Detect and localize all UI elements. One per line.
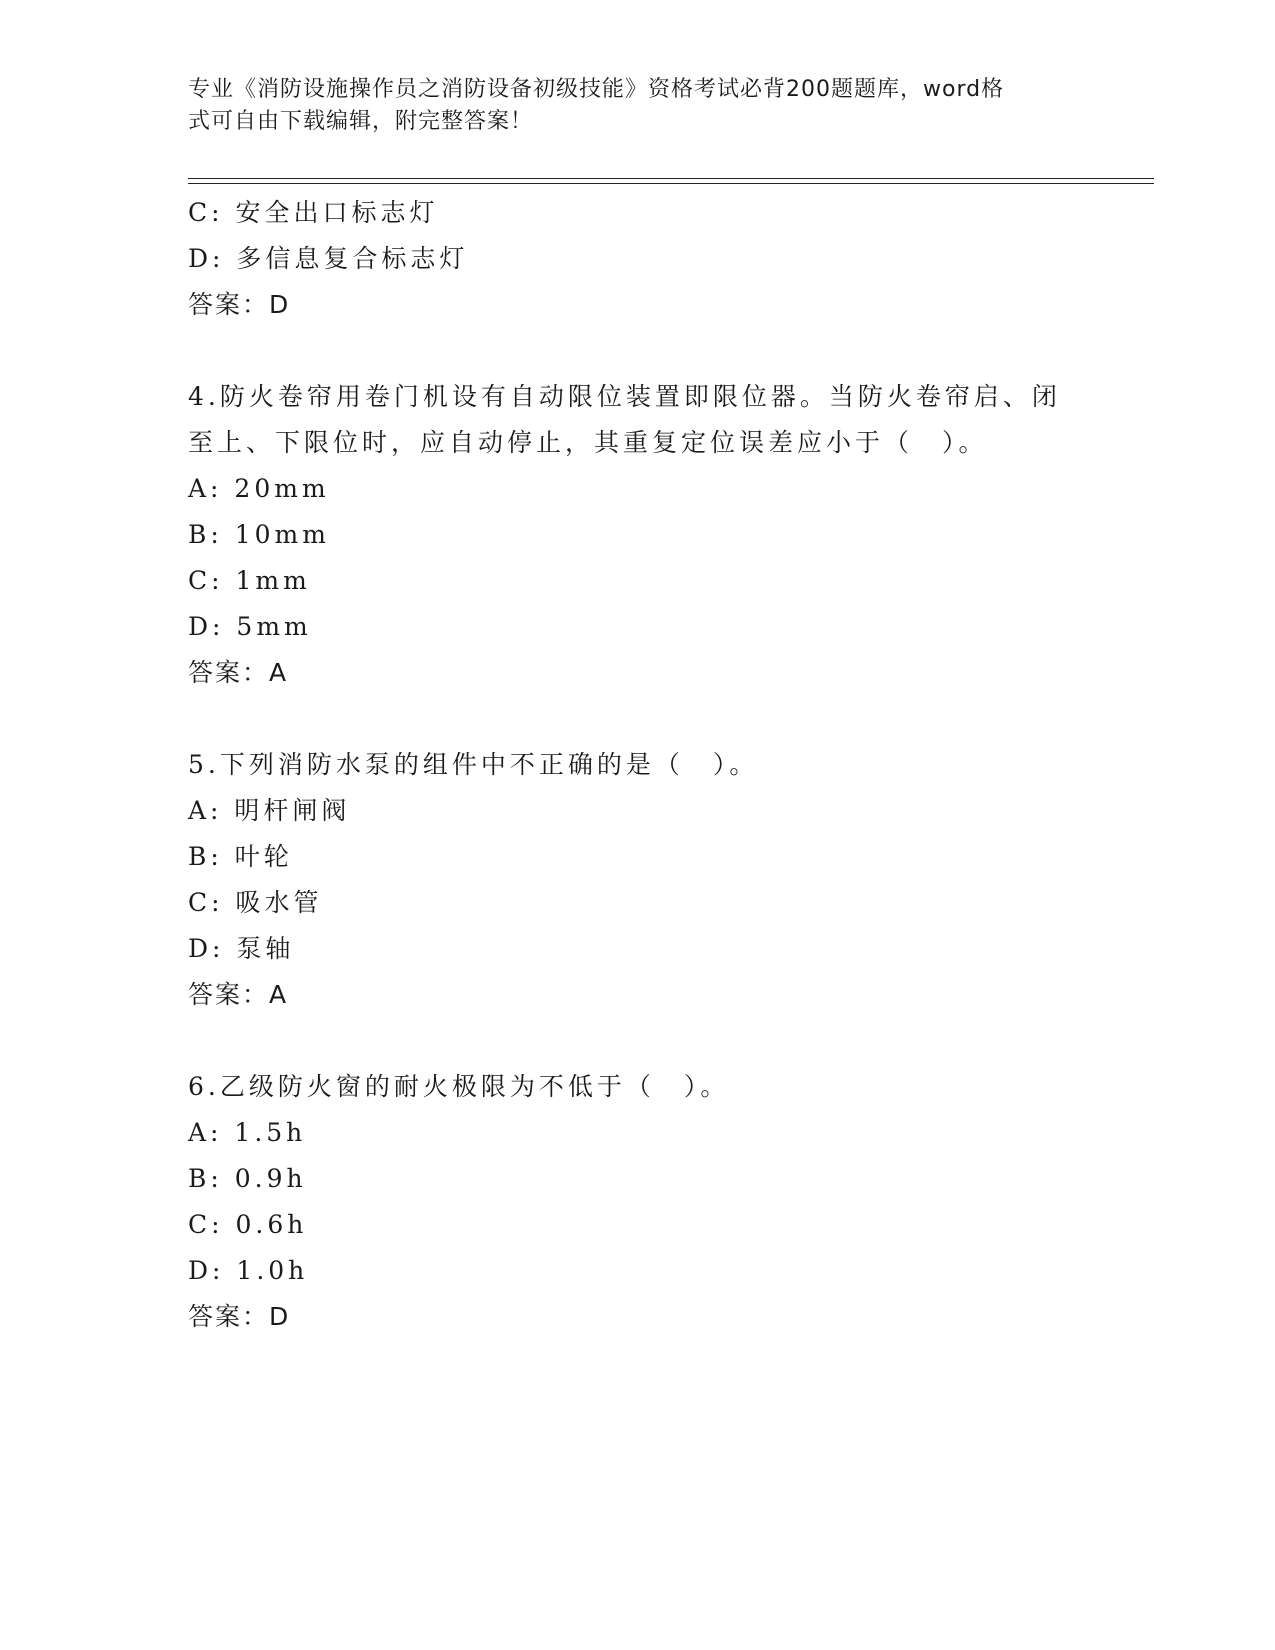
option-a: A: 20mm	[188, 474, 330, 503]
option-c: C: 吸水管	[188, 888, 323, 917]
document-header	[188, 74, 1068, 138]
option-b: B: 10mm	[188, 520, 330, 549]
answer: 答案：A	[188, 658, 289, 687]
question-6	[188, 1064, 1068, 1340]
option-a: A: 明杆闸阀	[188, 796, 351, 825]
option-c: C: 0.6h	[188, 1210, 308, 1239]
spacer	[188, 328, 1068, 374]
answer: 答案：D	[188, 1302, 291, 1331]
question-stem: 6.乙级防火窗的耐火极限为不低于（ ）。	[188, 1072, 730, 1101]
question-4	[188, 374, 1068, 696]
header-line-2: 式可自由下载编辑，附完整答案！	[188, 109, 534, 134]
option-d: D: 1.0h	[188, 1256, 309, 1285]
answer: 答案：D	[188, 290, 291, 319]
option-d: D: 5mm	[188, 612, 312, 641]
option-d: D: 多信息复合标志灯	[188, 244, 469, 273]
option-a: A: 1.5h	[188, 1118, 307, 1147]
question-stem: 5.下列消防水泵的组件中不正确的是（ ）。	[188, 750, 759, 779]
header-divider-top	[188, 178, 1154, 179]
header-line-1: 专业《消防设施操作员之消防设备初级技能》资格考试必背200题题库，word格	[188, 77, 1005, 102]
spacer	[188, 1018, 1068, 1064]
question-5	[188, 742, 1068, 1018]
option-c: C: 安全出口标志灯	[188, 198, 439, 227]
question-stem-line-1: 4.防火卷帘用卷门机设有自动限位装置即限位器。当防火卷帘启、闭	[188, 382, 1061, 411]
answer: 答案：A	[188, 980, 289, 1009]
option-b: B: 叶轮	[188, 842, 293, 871]
header-divider-bottom	[188, 183, 1154, 184]
question-stem-line-2: 至上、下限位时，应自动停止，其重复定位误差应小于（ ）。	[188, 428, 988, 457]
question-list	[188, 190, 1068, 1340]
option-d: D: 泵轴	[188, 934, 295, 963]
option-b: B: 0.9h	[188, 1164, 307, 1193]
option-c: C: 1mm	[188, 566, 311, 595]
question-3-tail	[188, 190, 1068, 328]
spacer	[188, 696, 1068, 742]
